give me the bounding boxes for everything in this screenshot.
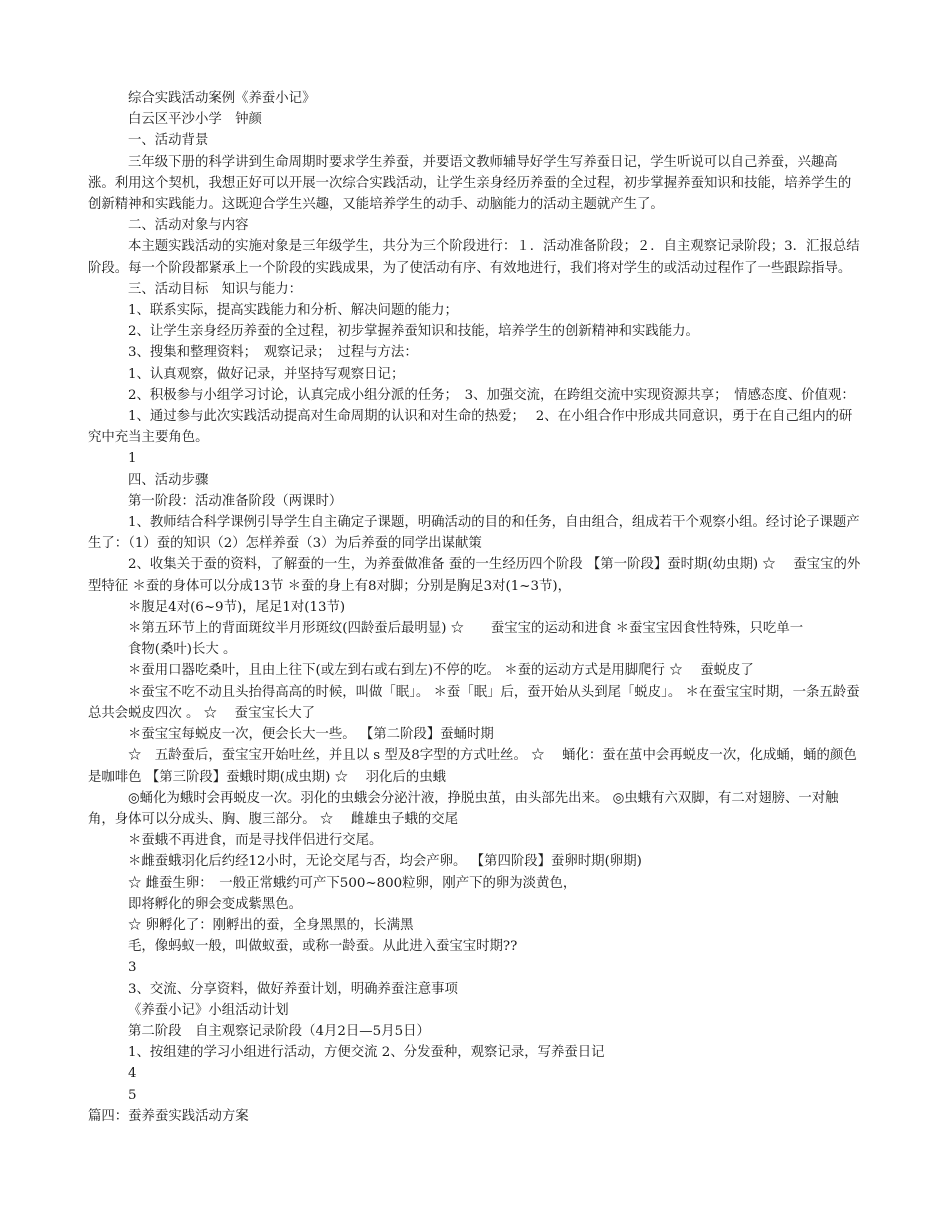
- text-line-s1b: 2、收集关于蚕的资料，了解蚕的一生，为养蚕做准备 蚕的一生经历四个阶段 【第一阶段】蚕时期(幼虫期) ☆ 蚕宝宝的外型特征 ＊蚕的身体可以分成13节 ＊蚕的身上有8对脚；分别是胸足3对(1~3节)，: [88, 557, 861, 594]
- document-body: [88, 88, 863, 1127]
- text-line-g2: 2、让学生亲身经历养蚕的全过程，初步掌握养蚕知识和技能，培养学生的创新精神和实践能力。: [128, 324, 699, 340]
- text-line-s1c: ＊腹足4对(6~9节)，尾足1对(13节): [128, 599, 346, 615]
- text-line-s1j: ◎蛹化为蛾时会再蜕皮一次。羽化的虫蛾会分泌汁液，挣脱虫茧，由头部先出来。 ◎虫蛾有六双脚，有二对翅膀、一对触角，身体可以分成头、胸、腹三部分。 ☆ 雌雄虫子蛾的交尾: [88, 790, 839, 827]
- text-line-s1d: ＊第五环节上的背面斑纹半月形斑纹(四龄蚕后最明显) ☆ 蚕宝宝的运动和进食 ＊蚕宝宝因食性特殊，只吃单一: [128, 621, 804, 637]
- text-line-s2: 第二阶段 自主观察记录阶段（4月2日—5月5日）: [128, 1023, 430, 1039]
- text-line-s1m: ☆ 雌蚕生卵： 一般正常蛾约可产下500~800粒卵，刚产下的卵为淡黄色，: [128, 875, 577, 891]
- text-line-title: 综合实践活动案例《养蚕小记》: [128, 91, 316, 106]
- text-line-h2: 二、活动对象与内容: [128, 218, 249, 234]
- text-line-s1g: ＊蚕宝不吃不动且头抬得高高的时候，叫做「眠」。 ＊蚕「眠」后，蚕开始从头到尾「蜕皮」。 ＊在蚕宝宝时期，一条五龄蚕总共会蜕皮四次 。 ☆ 蚕宝宝长大了: [88, 684, 860, 721]
- text-line-s1: 第一阶段：活动准备阶段（两课时）: [128, 493, 343, 509]
- text-line-s1l: ＊雌蚕蛾羽化后约经12小时，无论交尾与否，均会产卵。 【第四阶段】蚕卵时期(卵期): [128, 854, 642, 870]
- text-line-g1: 1、联系实际，提高实践能力和分析、解决问题的能力；: [128, 303, 458, 319]
- text-line-h4: 四、活动步骤: [128, 472, 209, 488]
- text-line-s2a: 1、按组建的学习小组进行活动，方便交流 2、分发蚕种，观察记录，写养蚕日记: [128, 1045, 605, 1061]
- text-line-g5: 2、积极参与小组学习讨论，认真完成小组分派的任务； 3、加强交流，在跨组交流中实现资源共享； 情感态度、价值观：: [128, 387, 855, 403]
- text-line-h3: 三、活动目标 知识与能力：: [128, 281, 303, 297]
- text-line-g6: 1、通过参与此次实践活动提高对生命周期的认识和对生命的热爱； 2、在小组合作中形成共同意识，勇于在自己组内的研究中充当主要角色。: [88, 409, 853, 446]
- text-line-bg: 三年级下册的科学讲到生命周期时要求学生养蚕，并要语文教师辅导好学生写养蚕日记，学生听说可以自己养蚕，兴趣高涨。利用这个契机，我想正好可以开展一次综合实践活动，让学生亲身经历养蚕的全过程，初步掌握养蚕知识和技能，培养学生的创新精神和实践能力。这既迎合学生兴趣，又能培养学生的动手、动脑能力的活动主题就产生了。: [88, 154, 852, 213]
- text-line-s1n: 即将孵化的卵会变成紫黑色。: [128, 896, 303, 912]
- text-line-s1f: ＊蚕用口器吃桑叶，且由上往下(或左到右或右到左)不停的吃。 ＊蚕的运动方式是用脚爬行 ☆ 蚕蜕皮了: [128, 663, 754, 679]
- text-line-plan: 《养蚕小记》小组活动计划: [128, 1002, 289, 1018]
- text-line-n4: 4: [128, 1066, 137, 1082]
- text-line-s1k: ＊蚕蛾不再进食，而是寻找伴侣进行交尾。: [128, 833, 383, 849]
- text-line-next: 篇四：蚕养蚕实践活动方案: [88, 1108, 249, 1124]
- text-line-s1i: ☆ 五龄蚕后，蚕宝宝开始吐丝，并且以 s 型及8字型的方式吐丝。 ☆ 蛹化：蚕在茧中会再蜕皮一次，化成蛹，蛹的颜色是咖啡色 【第三阶段】蚕蛾时期(成虫期) ☆ 羽化后的虫蛾: [88, 748, 857, 785]
- text-line-target: 本主题实践活动的实施对象是三年级学生，共分为三个阶段进行：１．活动准备阶段；２．自主观察记录阶段；3．汇报总结阶段。每一个阶段都紧承上一个阶段的实践成果，为了使活动有序、有效地进行，我们将对学生的或活动过程作了一些跟踪指导。: [88, 239, 860, 276]
- text-line-s1p: 毛，像蚂蚁一般，叫做蚁蚕，或称一龄蚕。从此进入蚕宝宝时期??: [128, 939, 518, 955]
- text-line-g4: 1、认真观察，做好记录，并坚持写观察日记；: [128, 366, 405, 382]
- text-line-g3: 3、搜集和整理资料； 观察记录； 过程与方法：: [128, 345, 418, 361]
- text-line-h1: 一、活动背景: [128, 133, 209, 149]
- text-line-s1o: ☆ 卵孵化了：刚孵出的蚕，全身黑黑的，长满黑: [128, 917, 414, 933]
- text-line-s1h: ＊蚕宝宝每蜕皮一次，便会长大一些。 【第二阶段】蚕蛹时期: [128, 727, 494, 743]
- text-line-s1q: 3、交流、分享资料，做好养蚕计划，明确养蚕注意事项: [128, 981, 458, 997]
- text-line-s1e: 食物(桑叶)长大 。: [128, 642, 237, 658]
- text-line-n1: 1: [128, 451, 137, 467]
- text-line-author: 白云区平沙小学 钟颜: [128, 112, 262, 128]
- text-line-n3: 3: [128, 960, 137, 976]
- text-line-s1a: 1、教师结合科学课例引导学生自主确定子课题，明确活动的目的和任务，自由组合，组成若干个观察小组。经讨论子课题产生了：（1）蚕的知识（2）怎样养蚕（3）为后养蚕的同学出谋献策: [88, 515, 860, 552]
- text-line-n5: 5: [128, 1087, 137, 1103]
